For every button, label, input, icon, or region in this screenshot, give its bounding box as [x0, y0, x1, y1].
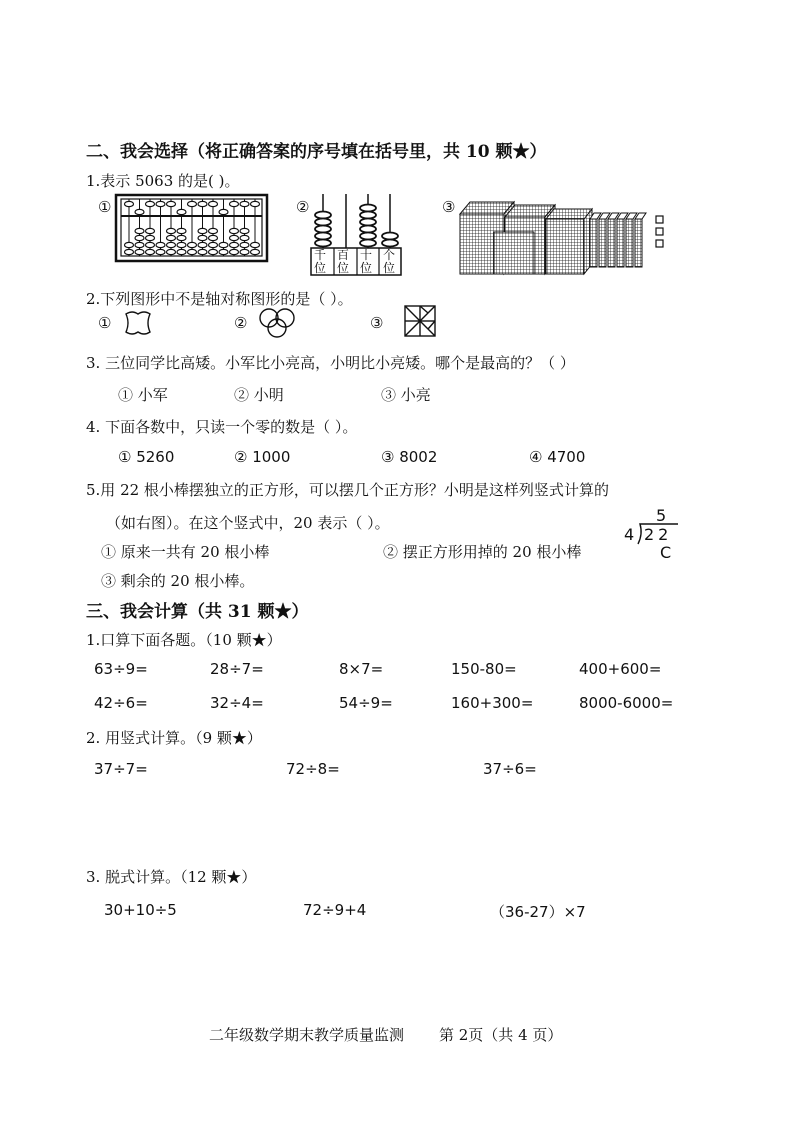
abacus-frame-image: [115, 194, 268, 262]
question-2-option-2-marker: ②: [234, 314, 248, 332]
question-4-option-4: ④ 4700: [529, 448, 586, 466]
vertical-calc-item: 37÷6=: [483, 760, 537, 778]
question-3-option-2: ② 小明: [234, 386, 284, 404]
question-1-option-1-marker: ①: [98, 198, 112, 216]
question-2-option-3-marker: ③: [370, 314, 384, 332]
mental-calc-item: 63÷9=: [94, 660, 148, 678]
question-3-stem: 3. 三位同学比高矮。小军比小亮高，小明比小亮矮。哪个是最高的？（ ）: [86, 354, 575, 372]
part-3-title: 3. 脱式计算。（12 颗★）: [86, 868, 257, 886]
question-4-option-1: ① 5260: [118, 448, 175, 466]
question-5-option-2: ② 摆正方形用掉的 20 根小棒: [383, 543, 582, 561]
division-bracket: [636, 522, 680, 546]
mental-calc-item: 8×7=: [339, 660, 384, 678]
division-partial: C: [660, 543, 672, 562]
mental-calc-item: 160+300=: [451, 694, 534, 712]
base-ten-blocks-image: [460, 197, 670, 275]
section-3-title: 三、我会计算（共 31 颗★）: [86, 602, 309, 622]
question-5-stem-line-1: 5.用 22 根小棒摆独立的正方形，可以摆几个正方形？小明是这样列竖式计算的: [86, 481, 609, 499]
step-calc-item: （36-27）×7: [490, 903, 586, 921]
question-4-stem: 4. 下面各数中，只读一个零的数是（ ）。: [86, 418, 358, 436]
mental-calc-item: 42÷6=: [94, 694, 148, 712]
question-1-stem: 1.表示 5063 的是( )。: [86, 172, 240, 190]
place-label-tens: 十位: [359, 248, 372, 275]
step-calc-item: 72÷9+4: [303, 901, 367, 919]
place-label-ones: 个位: [382, 248, 395, 275]
part-1-title: 1.口算下面各题。（10 颗★）: [86, 631, 282, 649]
question-4-option-3: ③ 8002: [381, 448, 438, 466]
question-1-option-2-marker: ②: [296, 198, 310, 216]
question-2-option-1-marker: ①: [98, 314, 112, 332]
place-label-thousands: 千位: [313, 248, 326, 275]
division-dividend: 22: [644, 525, 673, 544]
pinwheel-icon: [403, 304, 437, 338]
question-5-option-1: ① 原来一共有 20 根小棒: [101, 543, 270, 561]
part-2-title: 2. 用竖式计算。（9 颗★）: [86, 729, 262, 747]
mental-calc-item: 8000-6000=: [579, 694, 674, 712]
footer-exam-title: 二年级数学期末教学质量监测: [209, 1026, 405, 1044]
flower-circles-icon: [256, 304, 300, 344]
question-2-stem: 2.下列图形中不是轴对称图形的是（ ）。: [86, 290, 353, 308]
footer-page-number: 第 2页（共 4 页）: [439, 1026, 563, 1044]
vertical-calc-item: 72÷8=: [286, 760, 340, 778]
question-4-option-2: ② 1000: [234, 448, 291, 466]
question-5-option-3: ③ 剩余的 20 根小棒。: [101, 572, 255, 590]
place-label-hundreds: 百位: [336, 248, 349, 275]
step-calc-item: 30+10÷5: [104, 901, 177, 919]
question-1-option-3-marker: ③: [442, 198, 456, 216]
cloud-shape-icon: [118, 308, 158, 338]
question-3-option-3: ③ 小亮: [381, 386, 431, 404]
division-divisor: 4: [624, 525, 635, 544]
mental-calc-item: 54÷9=: [339, 694, 393, 712]
mental-calc-item: 32÷4=: [210, 694, 264, 712]
mental-calc-item: 28÷7=: [210, 660, 264, 678]
question-5-stem-line-2: （如右图）。在这个竖式中，20 表示（ ）。: [106, 514, 390, 532]
mental-calc-item: 400+600=: [579, 660, 662, 678]
section-2-title: 二、我会选择（将正确答案的序号填在括号里，共 10 颗★）: [86, 142, 547, 162]
mental-calc-item: 150-80=: [451, 660, 517, 678]
question-3-option-1: ① 小军: [118, 386, 168, 404]
vertical-calc-item: 37÷7=: [94, 760, 148, 778]
division-quotient: 5: [656, 506, 667, 525]
